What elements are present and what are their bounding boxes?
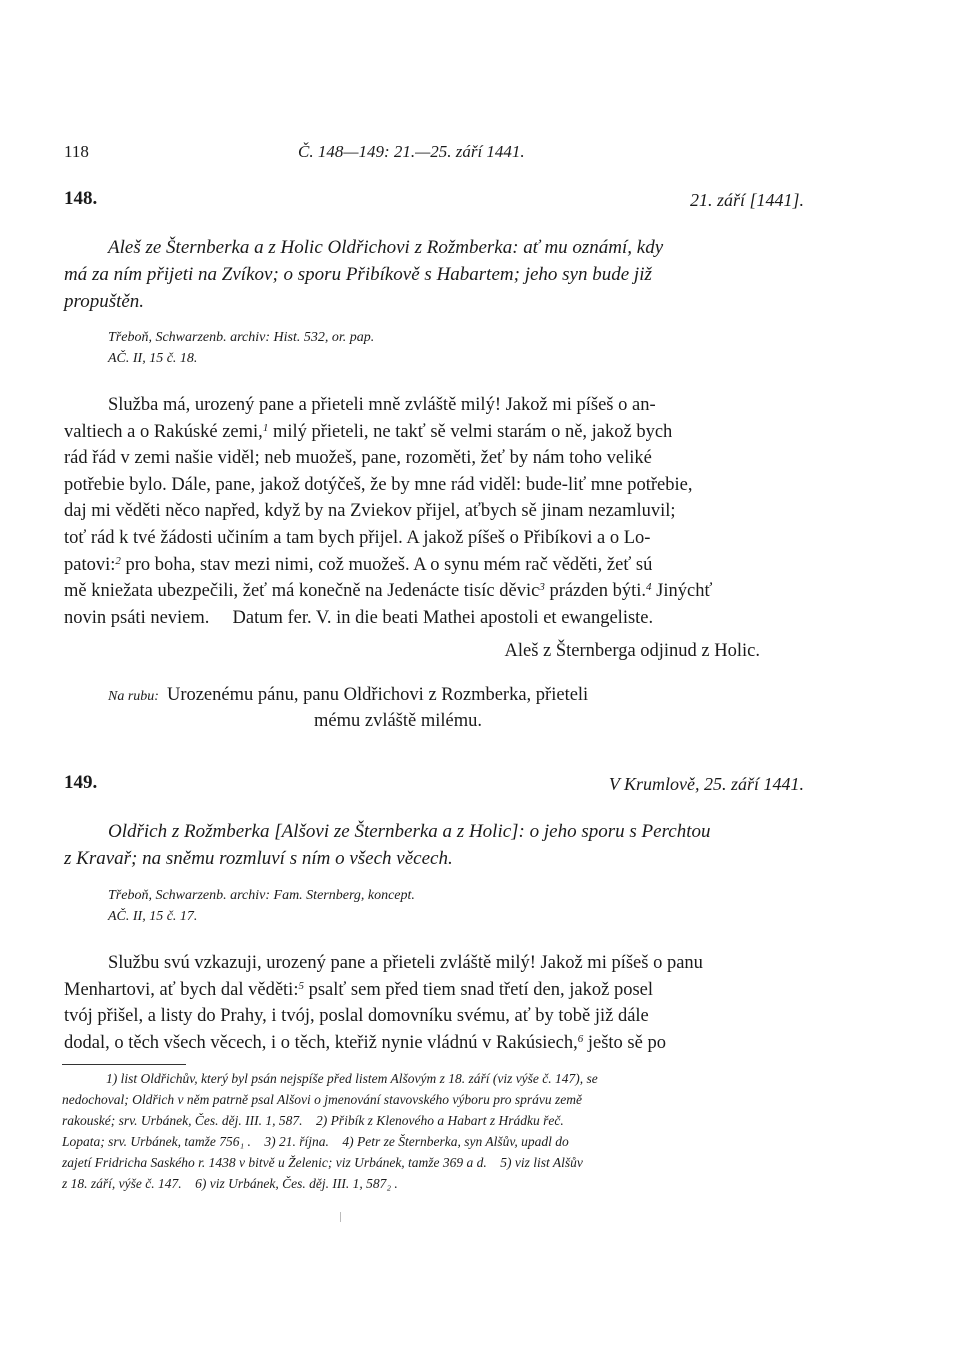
body-line: novin psáti neviem. Datum fer. V. in die beati Mathei apostoli et ewangeliste. <box>64 607 654 628</box>
scan-mark <box>340 1212 341 1222</box>
regest-line: z Kravař; na sněmu rozmluví s ním o všech věcech. <box>64 848 453 869</box>
footnote-ref: 1 <box>262 421 269 434</box>
source-line: AČ. II, 15 č. 17. <box>108 909 198 924</box>
footnote-line: Lopata; srv. Urbánek, tamže 756₁ . 3) 21. října. 4) Petr ze Šternberka, syn Alšův, upadl do <box>62 1134 569 1149</box>
source-line: Třeboň, Schwarzenb. archiv: Hist. 532, or. pap. <box>108 330 375 345</box>
verso-label: Na rubu: <box>108 689 159 704</box>
regest-line: Aleš ze Šternberka a z Holic Oldřichovi z Rožmberka: ať mu oznámí, kdy <box>108 237 664 258</box>
body-line: Službu svú vzkazuji, urozený pane a přieteli zvláště milý! Jakož mi píšeš o panu <box>108 953 703 973</box>
footnote-ref: 4 <box>646 581 652 594</box>
body-line: daj mi věděti něco napřed, když by na Zviekov přijel, aťbych sě jinam nezamluvil; <box>64 501 676 522</box>
document-number-149: 149. <box>64 772 98 793</box>
regest-line: má za ním přijeti na Zvíkov; o sporu Přibíkově s Habartem; jeho syn bude již <box>64 264 652 285</box>
footnote-line: z 18. září, výše č. 147. 6) viz Urbánek, Čes. děj. III. 1, 587₂ . <box>62 1176 398 1191</box>
footnote-line: rakouské; srv. Urbánek, Čes. děj. III. 1, 587. 2) Přibík z Klenového a Habart z Hrádku řeč. <box>62 1113 564 1128</box>
verso-line: Urozenému pánu, panu Oldřichovi z Rozmberka, přieteli <box>166 685 589 705</box>
footnote-ref: 3 <box>539 581 545 594</box>
source-line: AČ. II, 15 č. 18. <box>108 351 198 366</box>
body-line: valtiech a o Rakúské zemi,$^1$ milý přieteli, ne takť sě velmi starám o ně, jakož bych <box>64 421 673 442</box>
footnote-line: zajetí Fridricha Saského r. 1438 v bitvě u Želenic; viz Urbánek, tamže 369 a d. 5) viz list Alšův <box>62 1155 583 1170</box>
footnote-ref: 5 <box>298 979 304 992</box>
footnote-ref: 6 <box>577 1032 584 1045</box>
body-line: toť rád k tvé žádosti učiním a tam bych přijel. A jakož píšeš o Přibíkovi a o Lo- <box>64 528 651 548</box>
body-line: rád řád v zemi našie viděl; neb muožeš, pane, rozoměti, žeť by nám toho veliké <box>64 448 652 469</box>
document-number-148: 148. <box>64 188 98 209</box>
body-line: mě kniežata ubezpečili, žeť má konečně na Jedenácte tisíc děvic$^3$ prázden býti.$^4$ Jinýchť <box>64 581 713 602</box>
page-number: 118 <box>64 142 89 161</box>
body-line: Služba má, urozený pane a přieteli mně zvláště milý! Jakož mi píšeš o an- <box>108 395 656 415</box>
running-title: Č. 148—149: 21.—25. září 1441. <box>298 142 525 161</box>
body-line: potřebie bylo. Dále, pane, jakož dotýčeš, že by mne rád viděl: bude-liť mne potřebie, <box>64 474 693 495</box>
footnote-line: nedochoval; Oldřich v něm patrně psal Alšovi o jmenování stavovského výboru pro správu země <box>62 1092 583 1107</box>
body-line: Menhartovi, ať bych dal věděti:$^5$ psalť sem před tiem snad třetí den, jakož posel <box>64 979 654 1000</box>
body-line: tvój přišel, a listy do Prahy, i tvój, poslal domovníku svému, ať by tobě již dále <box>64 1006 649 1027</box>
body-line: dodal, o těch všech věcech, i o těch, kteřiž nynie vládnú v Rakúsiech,$^6$ ješto sě po <box>64 1032 666 1053</box>
verso-line: mému zvláště milému. <box>314 711 482 731</box>
document-date-149: V Krumlově, 25. září 1441. <box>608 774 804 794</box>
source-line: Třeboň, Schwarzenb. archiv: Fam. Sternberg, koncept. <box>108 888 415 903</box>
document-date-148: 21. září [1441]. <box>689 190 804 210</box>
regest-line: Oldřich z Rožmberka [Alšovi ze Šternberka a z Holic]: o jeho sporu s Perchtou <box>108 821 711 842</box>
signature-148: Aleš z Šternberga odjinud z Holic. <box>504 641 760 661</box>
verso-address-148 <box>108 682 588 709</box>
footnote-divider <box>62 1064 186 1065</box>
footnote-ref: 2 <box>115 554 121 567</box>
body-line: patovi:$^2$ pro boha, stav mezi nimi, což muožeš. A o synu mém rač věděti, žeť sú <box>64 554 653 575</box>
footnote-line: 1) list Oldřichův, který byl psán nejspíše před listem Alšovým z 18. září (viz výše č. 147), se <box>106 1071 598 1086</box>
regest-line: propuštěn. <box>64 291 145 312</box>
